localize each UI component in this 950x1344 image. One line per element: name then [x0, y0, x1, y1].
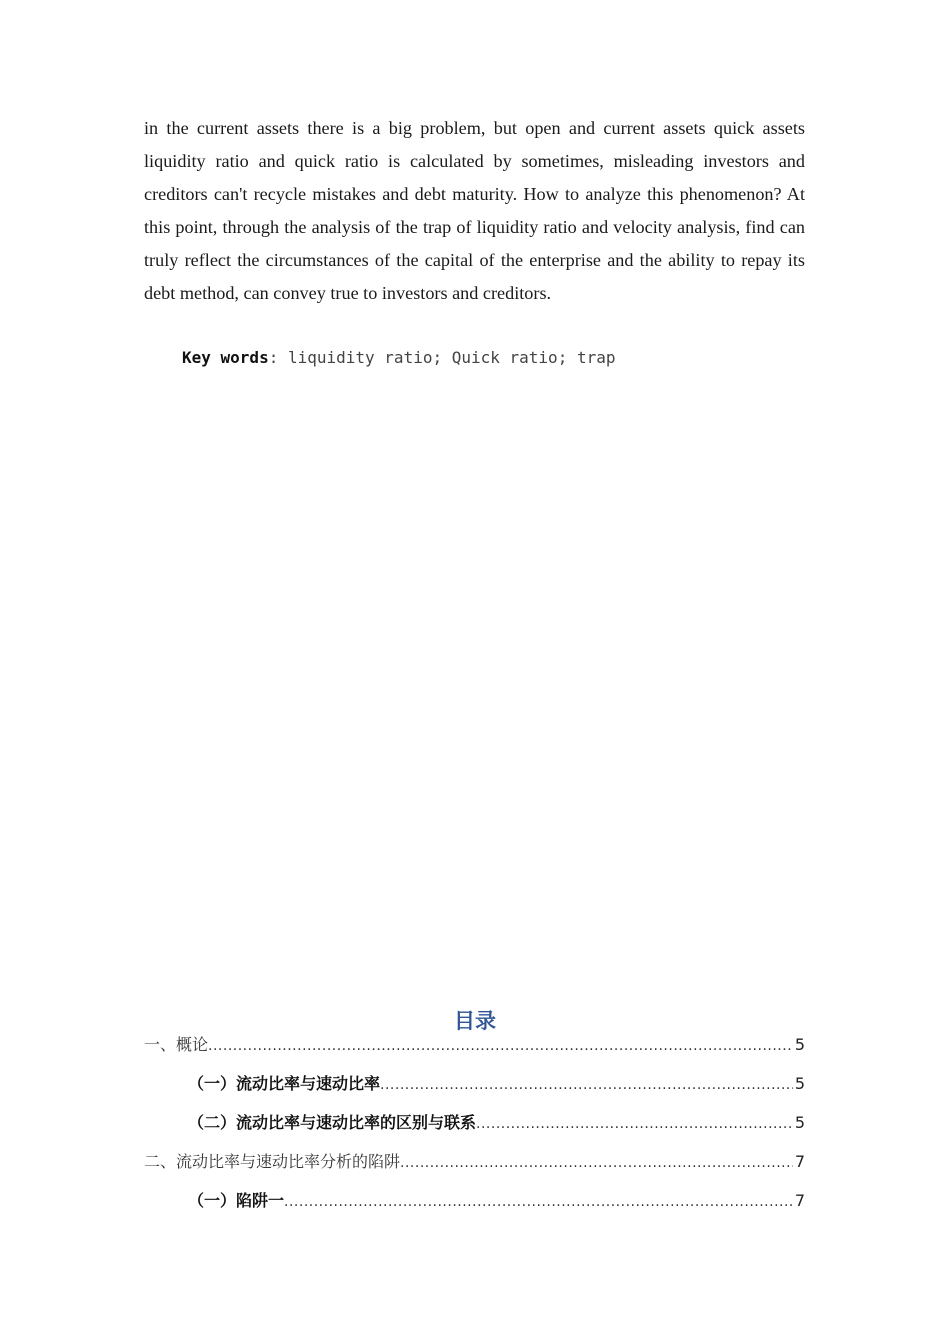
- toc-entry-trap-one[interactable]: [188, 1188, 805, 1218]
- toc-dot-leader: [400, 1155, 793, 1171]
- keywords-line: [182, 345, 615, 371]
- toc-entry-overview[interactable]: [144, 1032, 805, 1062]
- keywords-value: liquidity ratio; Quick ratio; trap: [287, 348, 616, 367]
- toc-dot-leader: [380, 1077, 793, 1093]
- toc-dot-leader: [476, 1116, 793, 1132]
- toc-dot-leader: [208, 1038, 793, 1054]
- toc-entry-text: （一）流动比率与速动比率: [188, 1074, 381, 1093]
- toc-dot-leader: [284, 1194, 793, 1210]
- toc-entry-text: 一、概论: [144, 1035, 209, 1054]
- toc-page-number: 7: [794, 1152, 805, 1171]
- toc-title: 目录: [454, 1009, 496, 1033]
- toc-page-number: 5: [794, 1113, 805, 1132]
- keywords-separator: :: [268, 348, 288, 367]
- toc-entry-text: （二）流动比率与速动比率的区别与联系: [188, 1113, 477, 1132]
- toc-page-number: 7: [794, 1191, 805, 1210]
- toc-entry-text: 二、流动比率与速动比率分析的陷阱: [144, 1152, 401, 1171]
- toc-page-number: 5: [794, 1074, 805, 1093]
- toc-entry-text: （一）陷阱一: [188, 1191, 285, 1210]
- toc-entry-differences-and-relations[interactable]: [188, 1110, 805, 1140]
- toc-entry-liquidity-and-quick-ratio[interactable]: [188, 1071, 805, 1101]
- toc-entry-analysis-traps[interactable]: [144, 1149, 805, 1179]
- abstract-paragraph: in the current assets there is a big problem, but open and current assets quick assets liquidity ratio and quick ratio is calculated by sometimes, misleading investors and creditors can't recycle mistakes and debt maturity. How to analyze this phenomenon? At this point, through the analysis of the trap of liquidity ratio and velocity analysis, find can truly reflect the circumstances of the capital of the enterprise and the ability to repay its debt method, can convey true to investors and creditors.: [144, 118, 805, 303]
- toc-page-number: 5: [794, 1035, 805, 1054]
- keywords-label: Key words: [182, 348, 269, 367]
